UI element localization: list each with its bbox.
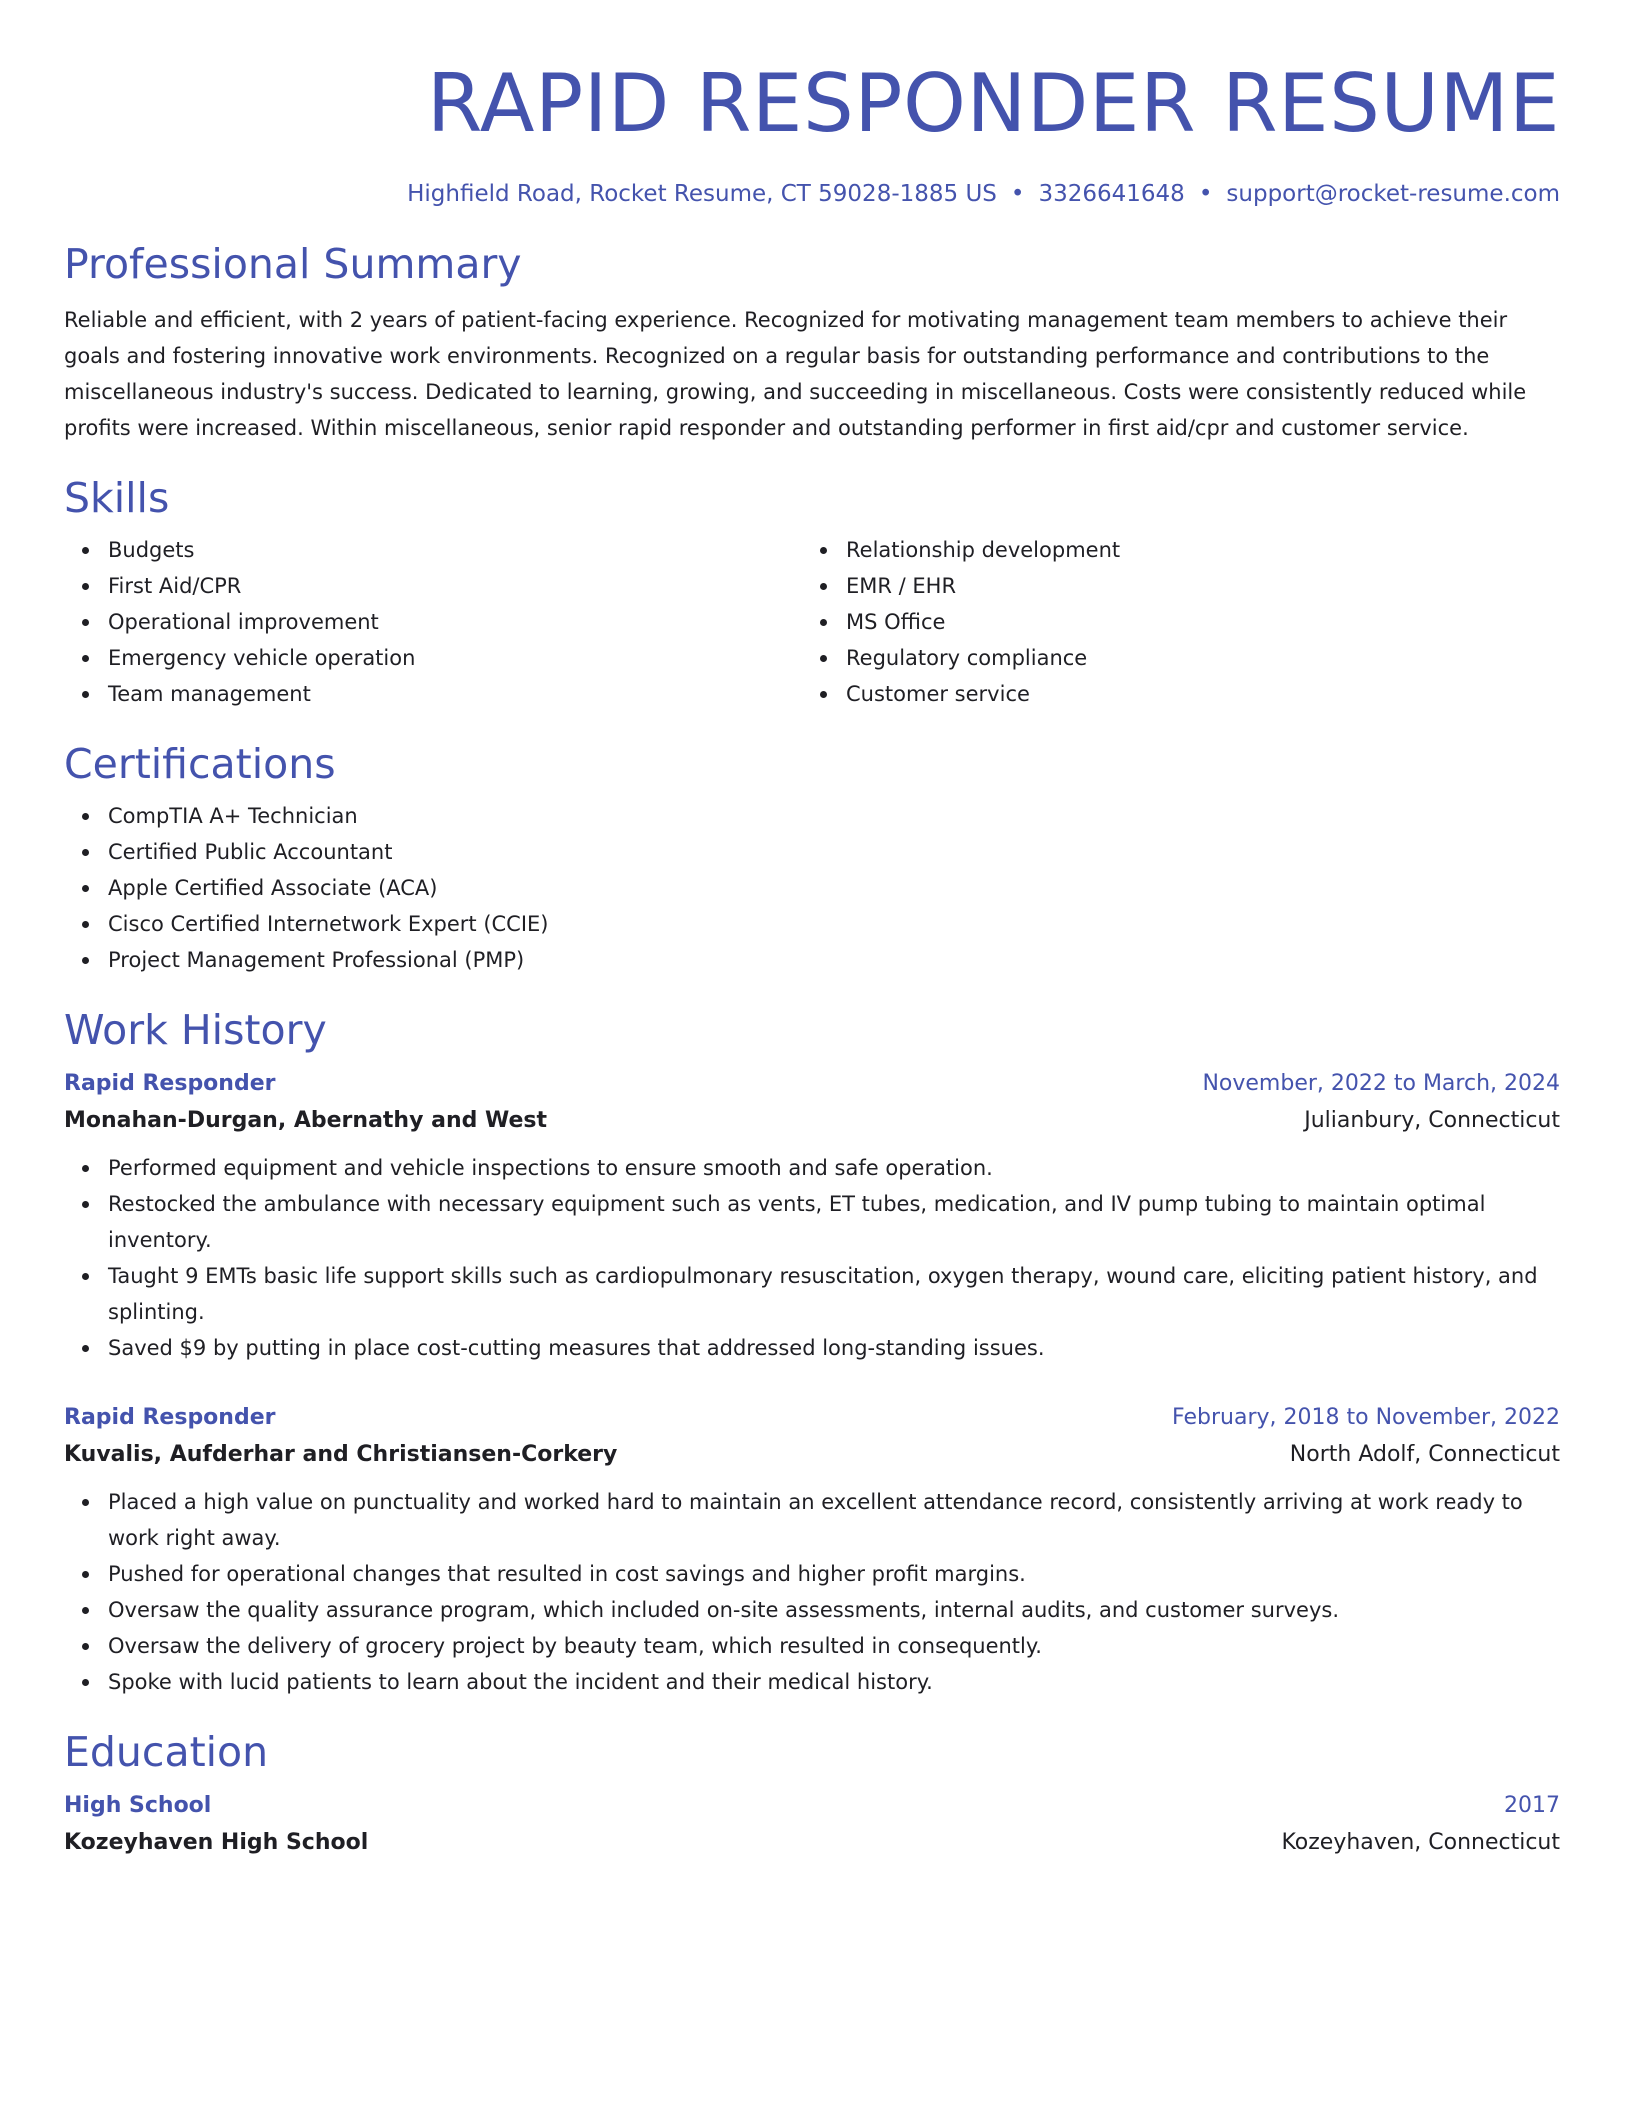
certification-item: Apple Certified Associate (ACA) [108,870,1560,906]
contact-line [64,178,1560,210]
education-school: Kozeyhaven High School [64,1830,369,1855]
certification-item: Project Management Professional (PMP) [108,942,1560,978]
contact-phone: 3326641648 [1038,181,1185,207]
education-section [64,1726,1560,1862]
job-employer-row [64,1436,1560,1474]
job-bullet: Taught 9 EMTs basic life support skills such as cardiopulmonary resuscitation, oxygen therapy, wound care, eliciting patient history, and splinting. [108,1258,1560,1330]
job-employer: Kuvalis, Aufderhar and Christiansen-Corkery [64,1442,618,1467]
education-entry [64,1788,1560,1862]
certifications-heading: Certifications [64,740,336,788]
skill-item: Team management [108,676,802,712]
resume-page [64,0,1560,1862]
job-bullet: Saved $9 by putting in place cost-cutting measures that addressed long-standing issues. [108,1330,1560,1366]
job-employer-row [64,1102,1560,1140]
education-degree: High School [64,1793,212,1818]
skills-section [64,472,1560,712]
job-bullet: Placed a high value on punctuality and worked hard to maintain an excellent attendance record, consistently arriving at work ready to work right away. [108,1484,1560,1556]
skills-heading: Skills [64,474,170,522]
job-title: Rapid Responder [64,1405,276,1430]
job-bullet: Oversaw the delivery of grocery project by beauty team, which resulted in consequently. [108,1628,1560,1664]
education-location: Kozeyhaven, Connecticut [1281,1830,1560,1855]
work-history-section [64,1004,1560,1700]
job-bullets [64,1484,1560,1700]
summary-heading: Professional Summary [64,240,522,288]
certification-item: Certified Public Accountant [108,834,1560,870]
job-header-row [64,1066,1560,1102]
job-location: North Adolf, Connecticut [1289,1442,1560,1467]
skill-item: Relationship development [846,532,1540,568]
resume-name: RAPID RESPONDER RESUME [426,57,1560,150]
skill-item: Budgets [108,532,802,568]
job-dates: February, 2018 to November, 2022 [1172,1405,1560,1430]
contact-email: support@rocket-resume.com [1226,181,1560,207]
job-header-row [64,1400,1560,1436]
contact-separator: • [1010,181,1025,207]
skill-item: First Aid/CPR [108,568,802,604]
job-bullet: Spoke with lucid patients to learn about the incident and their medical history. [108,1664,1560,1700]
skill-item: MS Office [846,604,1540,640]
job-bullet: Pushed for operational changes that resulted in cost savings and higher profit margins. [108,1556,1560,1592]
job-bullet: Restocked the ambulance with necessary equipment such as vents, ET tubes, medication, and IV pump tubing to maintain optimal inventory. [108,1186,1560,1258]
skills-column-right [802,524,1540,712]
work-history-heading: Work History [64,1006,327,1054]
job-bullets [64,1150,1560,1366]
job-location: Julianbury, Connecticut [1304,1108,1560,1133]
education-year: 2017 [1504,1793,1560,1818]
job-bullet: Oversaw the quality assurance program, which included on-site assessments, internal audits, and customer surveys. [108,1592,1560,1628]
contact-separator: • [1198,181,1213,207]
certifications-section [64,738,1560,978]
skills-list-right [802,532,1540,712]
education-school-row [64,1824,1560,1862]
summary-text: Reliable and efficient, with 2 years of patient-facing experience. Recognized for motivating management team members to achieve their goals and fostering innovative work environments. Recognized on a regular basis for outstanding performance and contributions to the miscellaneous industry's success. Dedicated to learning, growing, and succeeding in miscellaneous. Costs were consistently reduced while profits were increased. Within miscellaneous, senior rapid responder and outstanding performer in first aid/cpr and customer service. [64,308,1527,440]
job-dates: November, 2022 to March, 2024 [1202,1071,1560,1096]
job-employer: Monahan-Durgan, Abernathy and West [64,1108,548,1133]
certification-item: Cisco Certified Internetwork Expert (CCIE) [108,906,1560,942]
job-title: Rapid Responder [64,1071,276,1096]
job-bullet: Performed equipment and vehicle inspections to ensure smooth and safe operation. [108,1150,1560,1186]
certification-item: CompTIA A+ Technician [108,798,1560,834]
skill-item: EMR / EHR [846,568,1540,604]
certifications-list [64,798,1560,978]
skills-grid [64,524,1560,712]
skills-list-left [64,532,802,712]
skill-item: Regulatory compliance [846,640,1540,676]
education-heading: Education [64,1728,269,1776]
skill-item: Operational improvement [108,604,802,640]
contact-address: Highfield Road, Rocket Resume, CT 59028-1885 US [407,181,997,207]
skills-column-left [64,524,802,712]
skill-item: Emergency vehicle operation [108,640,802,676]
education-header-row [64,1788,1560,1824]
job-entry [64,1066,1560,1366]
skill-item: Customer service [846,676,1540,712]
job-entry [64,1400,1560,1700]
